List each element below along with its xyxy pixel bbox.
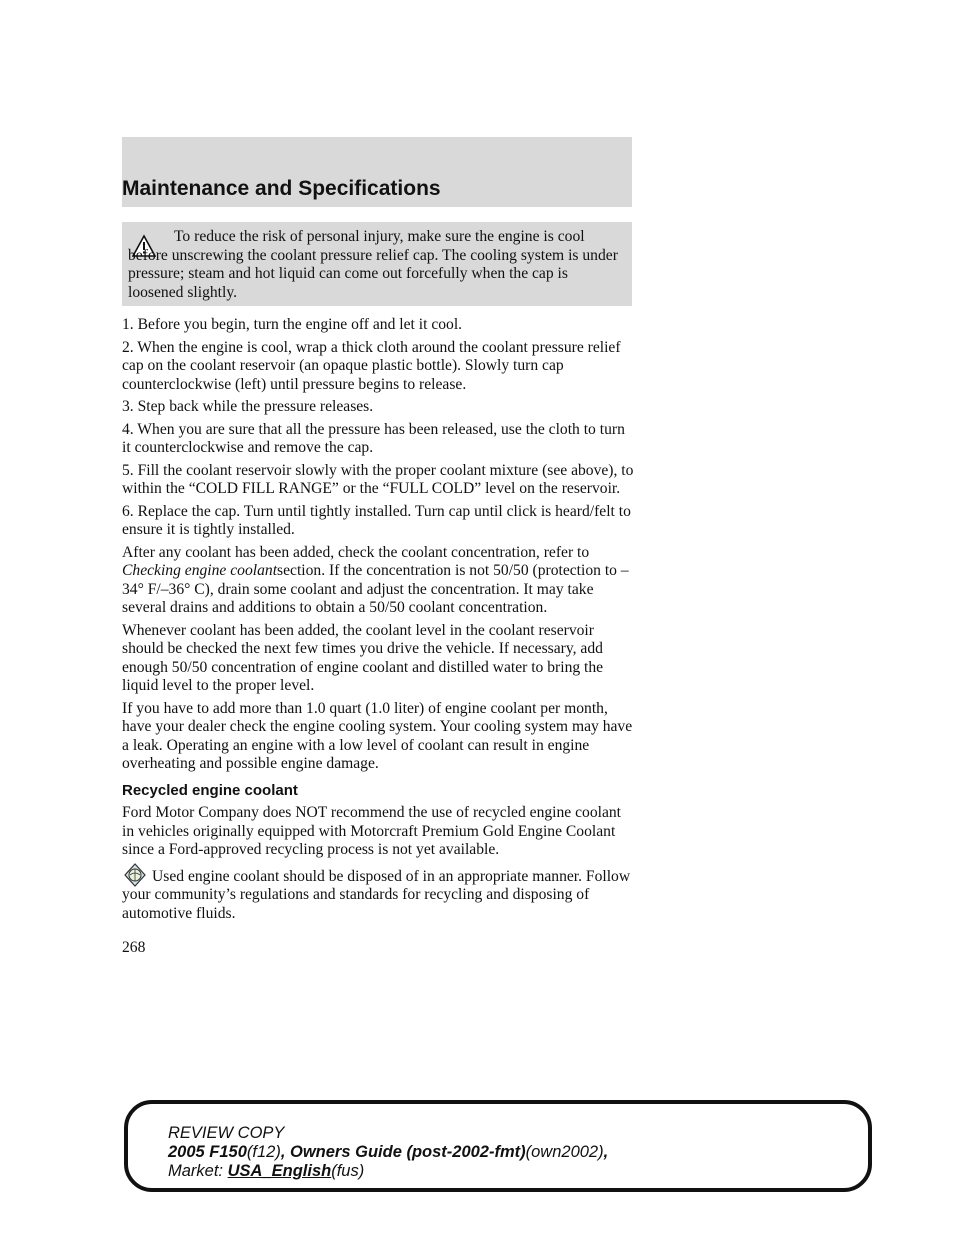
concentration-paragraph <box>122 544 637 618</box>
footer-market-code: (fus) <box>331 1162 365 1180</box>
footer-comma: , <box>603 1143 609 1161</box>
step-3: 3. Step back while the pressure releases. <box>122 398 374 415</box>
footer-line-3 <box>168 1162 608 1181</box>
footer-model: 2005 F150 <box>168 1143 247 1161</box>
footer-line-1: REVIEW COPY <box>168 1124 285 1142</box>
footer-guide-code: (own2002) <box>525 1143 604 1161</box>
footer-market: USA_English <box>227 1162 332 1180</box>
warning-text: To reduce the risk of personal injury, make sure the engine is cool before unscrewing the coolant pressure relief cap. The cooling system is under pressure; steam and hot liquid can come out forcefully when the cap is loosened slightly. <box>128 228 618 301</box>
cross-reference: Checking engine coolant <box>122 562 278 579</box>
section-header <box>122 137 632 207</box>
section-title: Maintenance and Specifications <box>122 177 441 200</box>
concentration-before: After any coolant has been added, check the coolant concentration, refer to <box>122 543 590 561</box>
paragraph-leak: If you have to add more than 1.0 quart (1.0 liter) of engine coolant per month, have your dealer check the engine cooling system. Your cooling system may have a leak. Operating an engine with a low level of coolant can result in engine overheating and possible engine damage. <box>122 699 633 772</box>
footer-model-code: (f12) <box>246 1143 281 1161</box>
footer-market-label: Market: <box>168 1162 224 1180</box>
recycle-note <box>122 868 637 924</box>
recycle-note-text: Used engine coolant should be disposed of in an appropriate manner. Follow your community’s regulations and standards for recycling and disposing of automotive fluids. <box>122 867 631 922</box>
page-number: 268 <box>122 939 146 956</box>
step-2: 2. When the engine is cool, wrap a thick cloth around the coolant pressure relief cap on the coolant reservoir (an opaque plastic bottle). Slowly turn cap counterclockwise (left) until pressure begins to release. <box>122 338 621 393</box>
footer-line-2 <box>168 1143 608 1162</box>
footer-text <box>168 1124 608 1181</box>
step-5: 5. Fill the coolant reservoir slowly with the proper coolant mixture (see above), to within the “COLD FILL RANGE” or the “FULL COLD” level on the reservoir. <box>122 461 634 497</box>
step-4: 4. When you are sure that all the pressure has been released, use the cloth to turn it counterclockwise and remove the cap. <box>122 420 625 456</box>
step-1: 1. Before you begin, turn the engine off and let it cool. <box>122 316 463 333</box>
recycled-heading: Recycled engine coolant <box>122 781 298 799</box>
footer-guide: , Owners Guide (post-2002-fmt) <box>280 1143 526 1161</box>
warning-box <box>122 222 632 306</box>
content <box>122 316 637 927</box>
step-6: 6. Replace the cap. Turn until tightly installed. Turn cap until click is heard/felt to ensure it is tightly installed. <box>122 502 631 538</box>
recycled-text: Ford Motor Company does NOT recommend the use of recycled engine coolant in vehicles originally equipped with Motorcraft Premium Gold Engine Coolant since a Ford-approved recycling process is not yet available. <box>122 804 622 858</box>
review-footer <box>124 1100 872 1192</box>
concentration-after: section. If the concentration is not 50/50 (protection to –34° F/–36° C), drain some coolant and adjust the concentration. It may take several drains and additions to obtain a 50/50 coolant concentration. <box>122 562 629 616</box>
recycle-globe-icon <box>122 862 148 888</box>
paragraph-level-check: Whenever coolant has been added, the coolant level in the coolant reservoir should be checked the next few times you drive the vehicle. If necessary, add enough 50/50 concentration of engine coolant and distilled water to bring the liquid level to the proper level. <box>122 621 604 694</box>
